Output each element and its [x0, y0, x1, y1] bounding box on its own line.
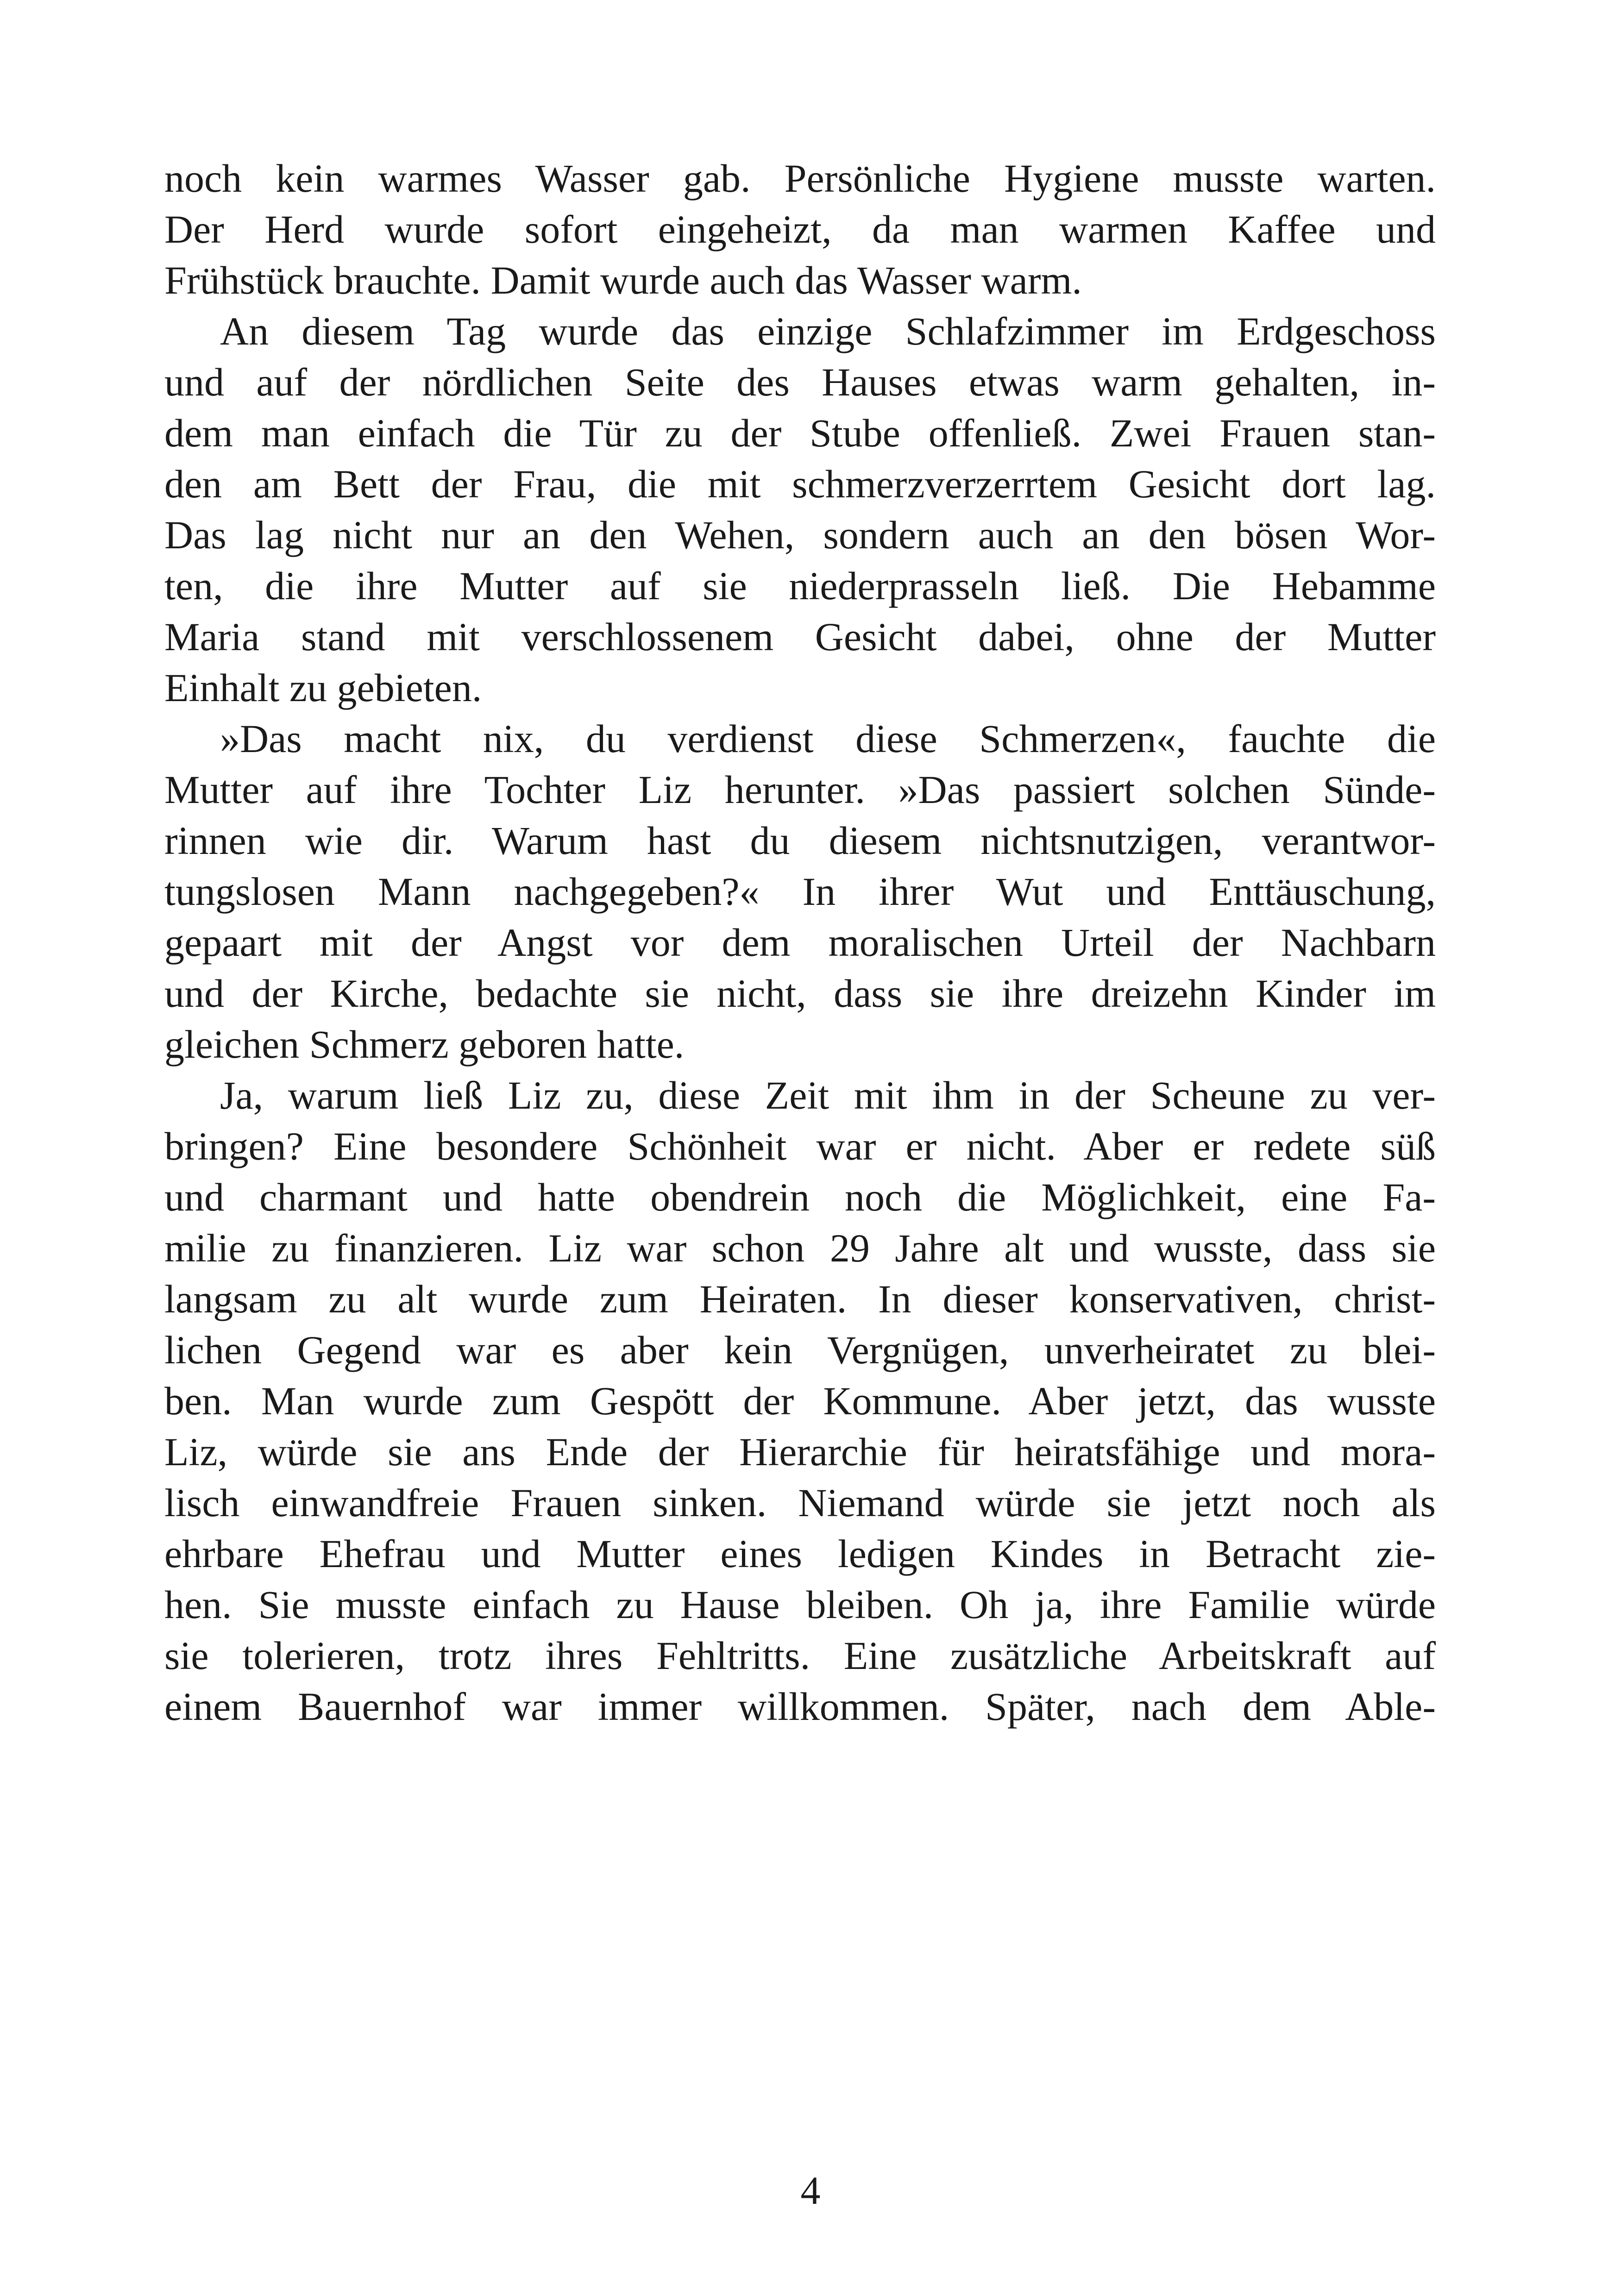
text-line: noch kein warmes Wasser gab. Persönliche Hygiene musste warten.	[164, 156, 1436, 201]
text-line: Liz, würde sie ans Ende der Hierarchie für heiratsfähige und mora-	[164, 1430, 1436, 1474]
text-line: ehrbare Ehefrau und Mutter eines ledigen Kindes in Betracht zie-	[164, 1531, 1436, 1576]
text-line: Einhalt zu gebieten.	[164, 665, 482, 710]
text-line: bringen? Eine besondere Schönheit war er nicht. Aber er redete süß	[164, 1124, 1436, 1168]
text-line: ten, die ihre Mutter auf sie niederprasseln ließ. Die Hebamme	[164, 564, 1436, 608]
text-line: und charmant und hatte obendrein noch die Möglichkeit, eine Fa-	[164, 1175, 1436, 1219]
text-line: lichen Gegend war es aber kein Vergnügen, unverheiratet zu blei-	[164, 1328, 1436, 1372]
text-line: hen. Sie musste einfach zu Hause bleiben. Oh ja, ihre Familie würde	[164, 1582, 1436, 1627]
text-line: »Das macht nix, du verdienst diese Schmerzen«, fauchte die	[220, 716, 1436, 761]
text-line: ben. Man wurde zum Gespött der Kommune. Aber jetzt, das wusste	[164, 1379, 1436, 1423]
text-line: milie zu finanzieren. Liz war schon 29 Jahre alt und wusste, dass sie	[164, 1226, 1436, 1270]
text-line: rinnen wie dir. Warum hast du diesem nichtsnutzigen, verantwor-	[164, 818, 1436, 863]
text-line: und auf der nördlichen Seite des Hauses etwas warm gehalten, in-	[164, 360, 1436, 404]
text-line: den am Bett der Frau, die mit schmerzverzerrtem Gesicht dort lag.	[164, 462, 1436, 506]
text-line: Das lag nicht nur an den Wehen, sondern auch an den bösen Wor-	[164, 513, 1436, 557]
text-line: dem man einfach die Tür zu der Stube offenließ. Zwei Frauen stan-	[164, 411, 1436, 455]
text-line: tungslosen Mann nachgegeben?« In ihrer Wut und Enttäuschung,	[164, 869, 1436, 914]
page-number: 4	[800, 2168, 821, 2213]
text-line: gepaart mit der Angst vor dem moralischen Urteil der Nachbarn	[164, 920, 1436, 965]
text-line: Mutter auf ihre Tochter Liz herunter. »Das passiert solchen Sünde-	[164, 767, 1436, 812]
text-line: lisch einwandfreie Frauen sinken. Niemand würde sie jetzt noch als	[164, 1480, 1436, 1525]
text-line: Maria stand mit verschlossenem Gesicht dabei, ohne der Mutter	[164, 615, 1436, 659]
text-line: Der Herd wurde sofort eingeheizt, da man warmen Kaffee und	[164, 207, 1436, 251]
text-line: gleichen Schmerz geboren hatte.	[164, 1022, 685, 1066]
text-line: einem Bauernhof war immer willkommen. Später, nach dem Able-	[164, 1684, 1436, 1729]
text-line: langsam zu alt wurde zum Heiraten. In dieser konservativen, christ-	[164, 1277, 1436, 1321]
text-line: und der Kirche, bedachte sie nicht, dass sie ihre dreizehn Kinder im	[164, 971, 1436, 1016]
text-line: Ja, warum ließ Liz zu, diese Zeit mit ihm in der Scheune zu ver-	[220, 1073, 1436, 1117]
text-line: Frühstück brauchte. Damit wurde auch das Wasser warm.	[164, 258, 1082, 302]
text-line: sie tolerieren, trotz ihres Fehltritts. Eine zusätzliche Arbeitskraft auf	[164, 1633, 1436, 1678]
text-line: An diesem Tag wurde das einzige Schlafzimmer im Erdgeschoss	[220, 309, 1436, 353]
